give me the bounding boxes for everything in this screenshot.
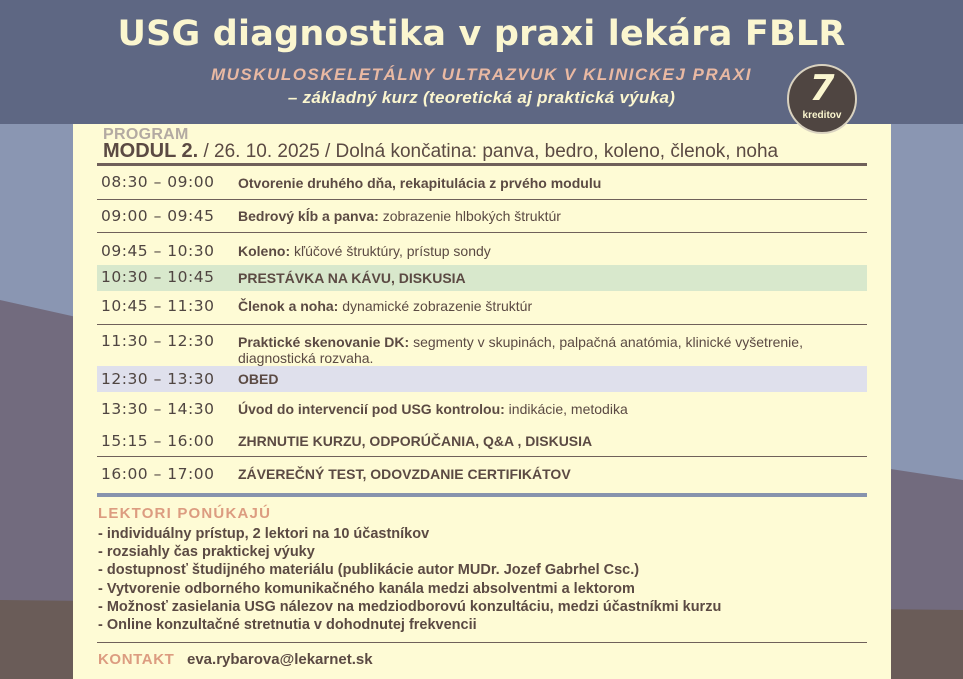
schedule-desc-bold: Členok a noha:	[238, 298, 339, 314]
list-item: - Vytvorenie odborného komunikačného kanála medzi absolventmi a lektorom	[98, 580, 635, 597]
schedule-row	[97, 457, 867, 489]
schedule-desc	[238, 371, 863, 387]
schedule-desc-bold: Otvorenie druhého dňa, rekapitulácia z prvého modulu	[238, 175, 602, 191]
schedule-desc	[238, 175, 863, 191]
schedule-desc	[238, 401, 863, 417]
divider-contact	[97, 642, 867, 643]
contact-heading: KONTAKT	[98, 651, 175, 668]
list-item: - Možnosť zasielania USG nálezov na medziodborovú konzultáciu, medzi účastníkmi kurzu	[98, 598, 722, 615]
divider-bottom	[97, 493, 867, 497]
module-name: MODUL 2.	[103, 140, 199, 162]
schedule-time: 13:30 – 14:30	[101, 400, 215, 418]
lecturers-heading: LEKTORI PONÚKAJÚ	[98, 505, 272, 522]
schedule-desc-text: zobrazenie hlbokých štruktúr	[378, 208, 561, 224]
schedule-desc-bold: Bedrový kĺb a panva:	[238, 208, 379, 224]
module-date-topic: / 26. 10. 2025 / Dolná končatina: panva, bedro, koleno, členok, noha	[198, 141, 779, 162]
schedule-row-break	[97, 265, 867, 291]
schedule-time: 09:00 – 09:45	[101, 207, 215, 225]
schedule-desc-text: dynamické zobrazenie štruktúr	[338, 298, 533, 314]
schedule-desc	[238, 243, 863, 259]
schedule-desc	[238, 270, 863, 286]
schedule-table	[97, 168, 867, 489]
schedule-desc	[238, 466, 863, 482]
schedule-time: 10:30 – 10:45	[101, 268, 215, 286]
schedule-row	[97, 233, 867, 265]
schedule-row	[97, 325, 867, 366]
schedule-desc-bold: Praktické skenovanie DK:	[238, 334, 410, 350]
credits-label: kreditov	[802, 110, 842, 121]
credits-number: 7	[809, 68, 835, 109]
schedule-row	[97, 291, 867, 325]
page-title: USG diagnostika v praxi lekára FBLR	[117, 14, 846, 54]
subtitle-course: MUSKULOSKELETÁLNY ULTRAZVUK V KLINICKEJ PRAXI	[210, 65, 752, 84]
schedule-desc-text: segmenty v skupinách, palpačná anatómia, klinické vyšetrenie, diagnostická rozvaha.	[238, 334, 803, 366]
schedule-time: 16:00 – 17:00	[101, 465, 215, 483]
list-item: - individuálny prístup, 2 lektori na 10 účastníkov	[98, 526, 430, 542]
schedule-desc-bold: PRESTÁVKA NA KÁVU, DISKUSIA	[238, 270, 466, 286]
module-heading	[103, 140, 778, 163]
schedule-row	[97, 168, 867, 200]
program-label: PROGRAM	[103, 126, 189, 143]
schedule-time: 12:30 – 13:30	[101, 370, 215, 388]
divider-top	[97, 163, 867, 166]
schedule-row-lunch	[97, 366, 867, 392]
schedule-row	[97, 424, 867, 457]
schedule-row	[97, 200, 867, 233]
schedule-desc-text: indikácie, metodika	[504, 401, 628, 417]
list-item: - rozsiahly čas praktickej výuky	[98, 544, 315, 561]
schedule-time: 08:30 – 09:00	[101, 173, 215, 191]
schedule-desc	[238, 298, 863, 314]
schedule-desc-bold: Koleno:	[238, 243, 291, 259]
schedule-desc-bold: ZHRNUTIE KURZU, ODPORÚČANIA, Q&A , DISKUSIA	[238, 433, 593, 449]
schedule-desc-bold: ZÁVEREČNÝ TEST, ODOVZDANIE CERTIFIKÁTOV	[238, 466, 571, 482]
schedule-time: 09:45 – 10:30	[101, 242, 215, 260]
list-item: - dostupnosť študijného materiálu (publikácie autor MUDr. Jozef Gabrhel Csc.)	[98, 562, 640, 579]
credits-badge	[787, 64, 857, 134]
contact-email-link[interactable]: eva.rybarova@lekarnet.sk	[187, 651, 373, 668]
program-panel	[73, 124, 891, 679]
schedule-time: 10:45 – 11:30	[101, 297, 215, 315]
lecturers-list	[98, 525, 878, 634]
schedule-desc-text: kľúčové štruktúry, prístup sondy	[290, 243, 491, 259]
subtitle-course-type: – základný kurz (teoretická aj praktická výuka)	[287, 88, 676, 107]
schedule-desc	[238, 208, 863, 224]
schedule-row	[97, 392, 867, 424]
schedule-time: 15:15 – 16:00	[101, 432, 215, 450]
schedule-desc-bold: Úvod do intervencií pod USG kontrolou:	[238, 401, 505, 417]
schedule-desc-bold: OBED	[238, 371, 279, 387]
schedule-desc	[238, 433, 863, 449]
schedule-time: 11:30 – 12:30	[101, 332, 215, 350]
schedule-desc	[238, 334, 863, 366]
list-item: - Online konzultačné stretnutia v dohodnutej frekvencii	[98, 617, 477, 634]
